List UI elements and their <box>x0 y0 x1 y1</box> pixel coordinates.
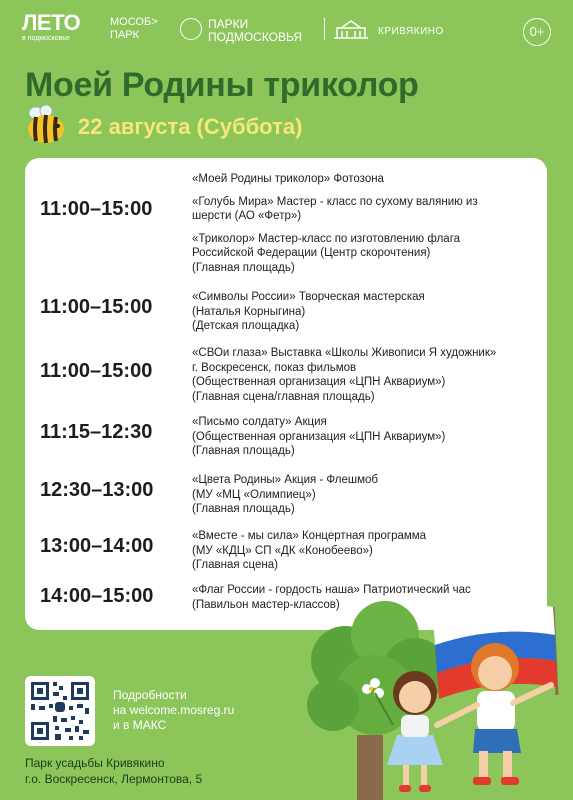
leto-logo-text: ЛЕТО <box>22 10 81 35</box>
leto-logo-subtext: в подмосковье <box>22 35 70 42</box>
schedule-desc <box>192 172 537 275</box>
desc-line: (Павильон мастер-классов) <box>192 598 340 611</box>
qr-code <box>25 676 95 746</box>
desc-line: «Флаг России - гордость наша» Патриотический час <box>192 584 471 596</box>
poster-title: Моей Родины триколор <box>25 66 419 104</box>
desc-line: шерсти (АО «Фетр») <box>192 210 302 222</box>
mosoblpark-line1: МОСОБ> <box>110 16 158 28</box>
parks-logo-icon <box>180 18 202 40</box>
desc-line: г. Воскресенск, показ фильмов <box>192 361 357 374</box>
mosoblpark-line2: ПАРК <box>110 29 139 41</box>
desc-line: «Вместе - мы сила» Концертная программа <box>192 530 427 542</box>
desc-line: «Символы России» Творческая мастерская <box>192 291 425 303</box>
header-logos <box>22 12 551 52</box>
desc-line: «Триколор» Мастер-класс по изготовлению флага <box>192 232 461 245</box>
desc-line: «Письмо солдату» Акция <box>192 416 327 428</box>
desc-line: (Главная сцена/главная площадь) <box>192 390 375 403</box>
schedule-time: 11:00–15:00 <box>40 360 153 382</box>
schedule-desc <box>192 415 537 459</box>
manor-logo-icon <box>332 18 370 40</box>
desc-line: (Главная площадь) <box>192 261 295 274</box>
leto-logo <box>22 12 80 43</box>
desc-line: (Общественная организация «ЦПН Аквариум») <box>192 376 446 388</box>
schedule-time: 11:00–15:00 <box>40 198 153 220</box>
info-link[interactable]: на welcome.mosreg.ru <box>113 703 235 717</box>
schedule-desc <box>192 473 537 517</box>
schedule-time: 12:30–13:00 <box>40 479 154 501</box>
bee-icon <box>24 104 68 146</box>
address-block <box>25 756 202 787</box>
schedule-desc <box>192 529 537 573</box>
address-line: г.о. Воскресенск, Лермонтова, 5 <box>25 771 203 786</box>
desc-line: (МУ «КДЦ» СП «ДК «Конобеево») <box>192 544 373 557</box>
desc-line: «Моей Родины триколор» Фотозона <box>192 173 384 185</box>
schedule-time: 11:15–12:30 <box>40 421 153 443</box>
schedule-time: 11:00–15:00 <box>40 296 153 318</box>
desc-line: (Главная площадь) <box>192 503 295 515</box>
desc-line: (Главная сцена) <box>192 559 278 571</box>
desc-line: «СВОи глаза» Выставка «Школы Живописи Я художник» <box>192 347 497 359</box>
age-rating-badge: 0+ <box>523 18 551 46</box>
schedule-card <box>25 158 547 630</box>
desc-line: (Детская площадка) <box>192 320 300 332</box>
desc-line: (Наталья Корныгина) <box>192 305 306 318</box>
event-date: 22 августа (Суббота) <box>78 114 303 139</box>
parki-line1: ПАРКИ <box>208 17 249 31</box>
desc-line: (Главная площадь) <box>192 445 295 457</box>
krivyakino-logo-text: КРИВЯКИНО <box>378 26 444 37</box>
desc-line: «Цвета Родины» Акция - Флешмоб <box>192 474 379 486</box>
desc-line: (МУ «МЦ «Олимпиец») <box>192 488 316 501</box>
parki-line2: ПОДМОСКОВЬЯ <box>208 30 303 44</box>
desc-line: «Голубь Мира» Мастер - класс по сухому валянию из <box>192 195 478 208</box>
schedule-time: 14:00–15:00 <box>40 585 154 607</box>
schedule-desc <box>192 346 537 404</box>
schedule-time: 13:00–14:00 <box>40 535 154 557</box>
desc-line: Российской Федерации (Центр скорочтения) <box>192 247 431 259</box>
desc-line: (Общественная организация «ЦПН Аквариум») <box>192 430 446 443</box>
children-flag-illustration <box>305 585 573 800</box>
parki-logo-text <box>208 18 302 44</box>
info-line: Подробности <box>113 688 187 702</box>
info-line: и в МАКС <box>113 718 167 732</box>
schedule-desc <box>192 290 537 334</box>
logo-divider <box>324 18 325 40</box>
address-line: Парк усадьбы Кривякино <box>25 756 165 770</box>
info-block <box>113 688 234 733</box>
mosoblpark-logo <box>110 16 158 42</box>
